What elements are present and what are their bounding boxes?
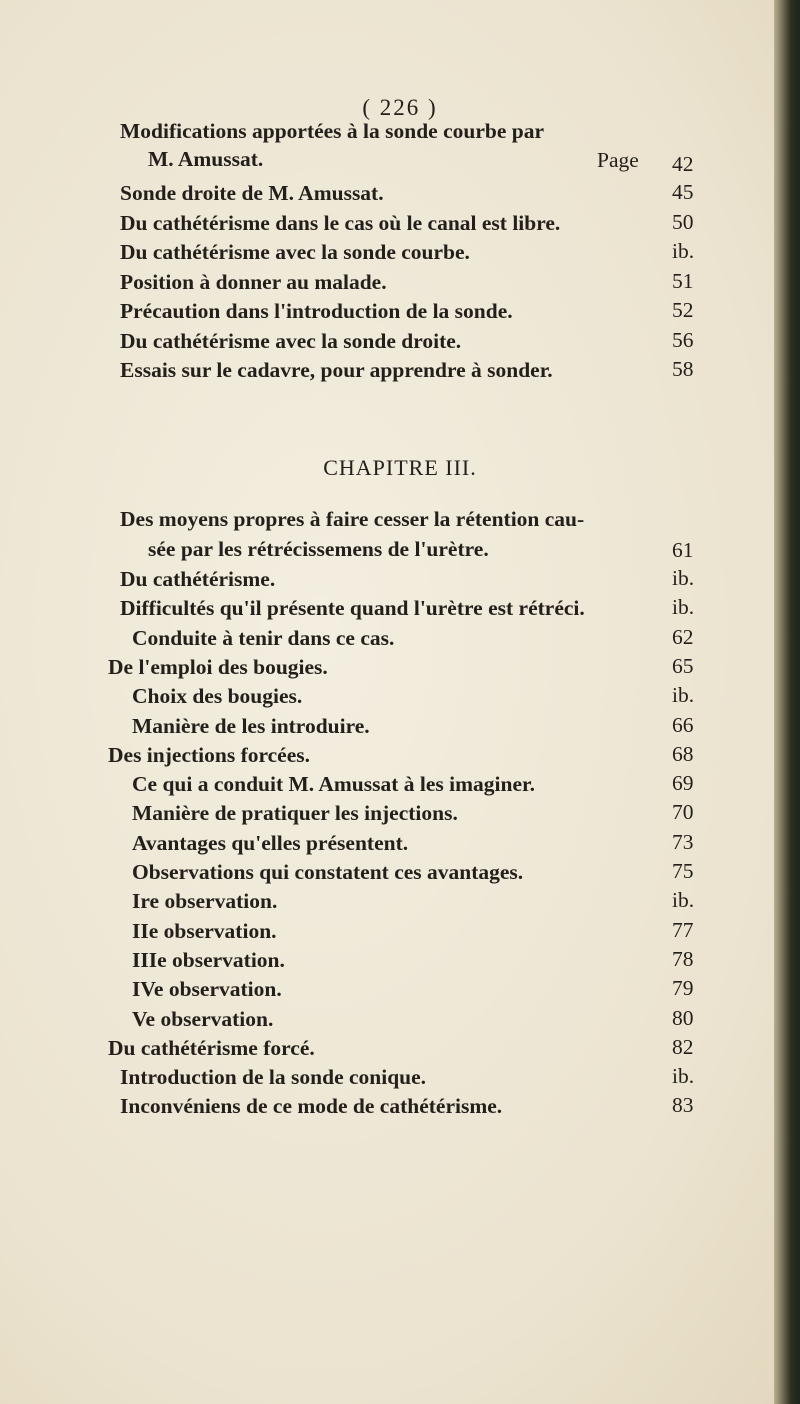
toc-entry-text: Essais sur le cadavre, pour apprendre à sonder. <box>120 358 553 382</box>
toc-page-number: ib. <box>672 595 695 620</box>
toc-page-number: 61 <box>672 538 694 562</box>
toc-entry-text: Des moyens propres à faire cesser la rétention cau- <box>120 507 585 531</box>
toc-page-number: 62 <box>672 624 694 649</box>
toc-entry-text: IVe observation. <box>132 977 282 1002</box>
toc-page-number: 82 <box>672 1034 694 1059</box>
toc-page-number: 70 <box>672 800 694 825</box>
toc-page-number: 58 <box>672 357 694 381</box>
toc-page-number: 50 <box>672 209 694 234</box>
toc-page-number: 42 <box>672 152 694 176</box>
toc-page-number: 80 <box>672 1005 694 1030</box>
toc-page-number: 79 <box>672 976 694 1001</box>
toc-entry-text: Du cathétérisme. <box>120 567 276 591</box>
toc-page-number: 66 <box>672 712 694 737</box>
toc-page-number: 73 <box>672 829 694 854</box>
toc-entry-text: Avantages qu'elles présentent. <box>132 830 409 855</box>
toc-entry-text: Introduction de la sonde conique. <box>120 1065 427 1090</box>
toc-entry-text: Ve observation. <box>132 1006 274 1031</box>
toc-page-number: 56 <box>672 327 694 352</box>
toc-entry-text: Manière de pratiquer les injections. <box>132 801 458 826</box>
toc-entry-text: Choix des bougies. <box>132 684 303 709</box>
toc-entry-text: Conduite à tenir dans ce cas. <box>132 625 395 650</box>
toc-entry-text: IIIe observation. <box>132 947 285 972</box>
toc-entry-text: Observations qui constatent ces avantages. <box>132 860 524 884</box>
toc-entry-text: Des injections forcées. <box>108 742 311 767</box>
toc-page-number: ib. <box>672 1064 695 1089</box>
toc-page-number: ib. <box>672 239 695 263</box>
toc-entry-text: Inconvéniens de ce mode de cathétérisme. <box>120 1094 503 1119</box>
toc-entry-text: Sonde droite de M. Amussat. <box>120 181 384 205</box>
toc-entry-text: IIe observation. <box>132 918 277 943</box>
toc-page-number: 45 <box>672 180 694 204</box>
toc-entry-text: Du cathétérisme avec la sonde courbe. <box>120 240 470 264</box>
toc-entry-text: Difficultés qu'il présente quand l'urètre est rétréci. <box>120 596 585 621</box>
toc-page-number: ib. <box>672 683 695 708</box>
toc-entry-text: M. Amussat. <box>148 147 264 171</box>
toc-page-number: 78 <box>672 946 694 971</box>
toc-entry-text: Position à donner au malade. <box>120 269 387 294</box>
toc-page-number: ib. <box>672 888 695 913</box>
toc-page-number: 65 <box>672 653 694 678</box>
toc-page-number: 51 <box>672 268 694 293</box>
toc-entry-text: Modifications apportées à la sonde courbe par <box>120 119 545 143</box>
chapter-title: CHAPITRE III. <box>323 455 477 480</box>
toc-page-number: 52 <box>672 298 694 322</box>
toc-page-number: 77 <box>672 917 694 942</box>
page-binding-edge <box>774 0 800 1404</box>
toc-page-number: 83 <box>672 1093 694 1118</box>
toc-entry-text: De l'emploi des bougies. <box>108 654 328 679</box>
toc-page-number: 69 <box>672 771 694 796</box>
toc-entry-text: Du cathétérisme forcé. <box>108 1035 315 1060</box>
toc-entry-text: Ce qui a conduit M. Amussat à les imaginer. <box>132 772 535 797</box>
toc-entry-text: Précaution dans l'introduction de la sonde. <box>120 299 513 323</box>
page-label: Page <box>597 148 639 172</box>
toc-entry-text: Ire observation. <box>132 889 278 914</box>
toc-entry-text: Du cathétérisme dans le cas où le canal est libre. <box>120 210 561 235</box>
toc-entry-text: sée par les rétrécissemens de l'urètre. <box>148 537 489 561</box>
toc-page-number: 75 <box>672 859 694 883</box>
page-number: ( 226 ) <box>362 95 438 120</box>
toc-entry-text: Du cathétérisme avec la sonde droite. <box>120 328 462 353</box>
toc-entry-text: Manière de les introduire. <box>132 713 370 738</box>
toc-page-number: ib. <box>672 566 695 590</box>
toc-page-number: 68 <box>672 741 694 766</box>
